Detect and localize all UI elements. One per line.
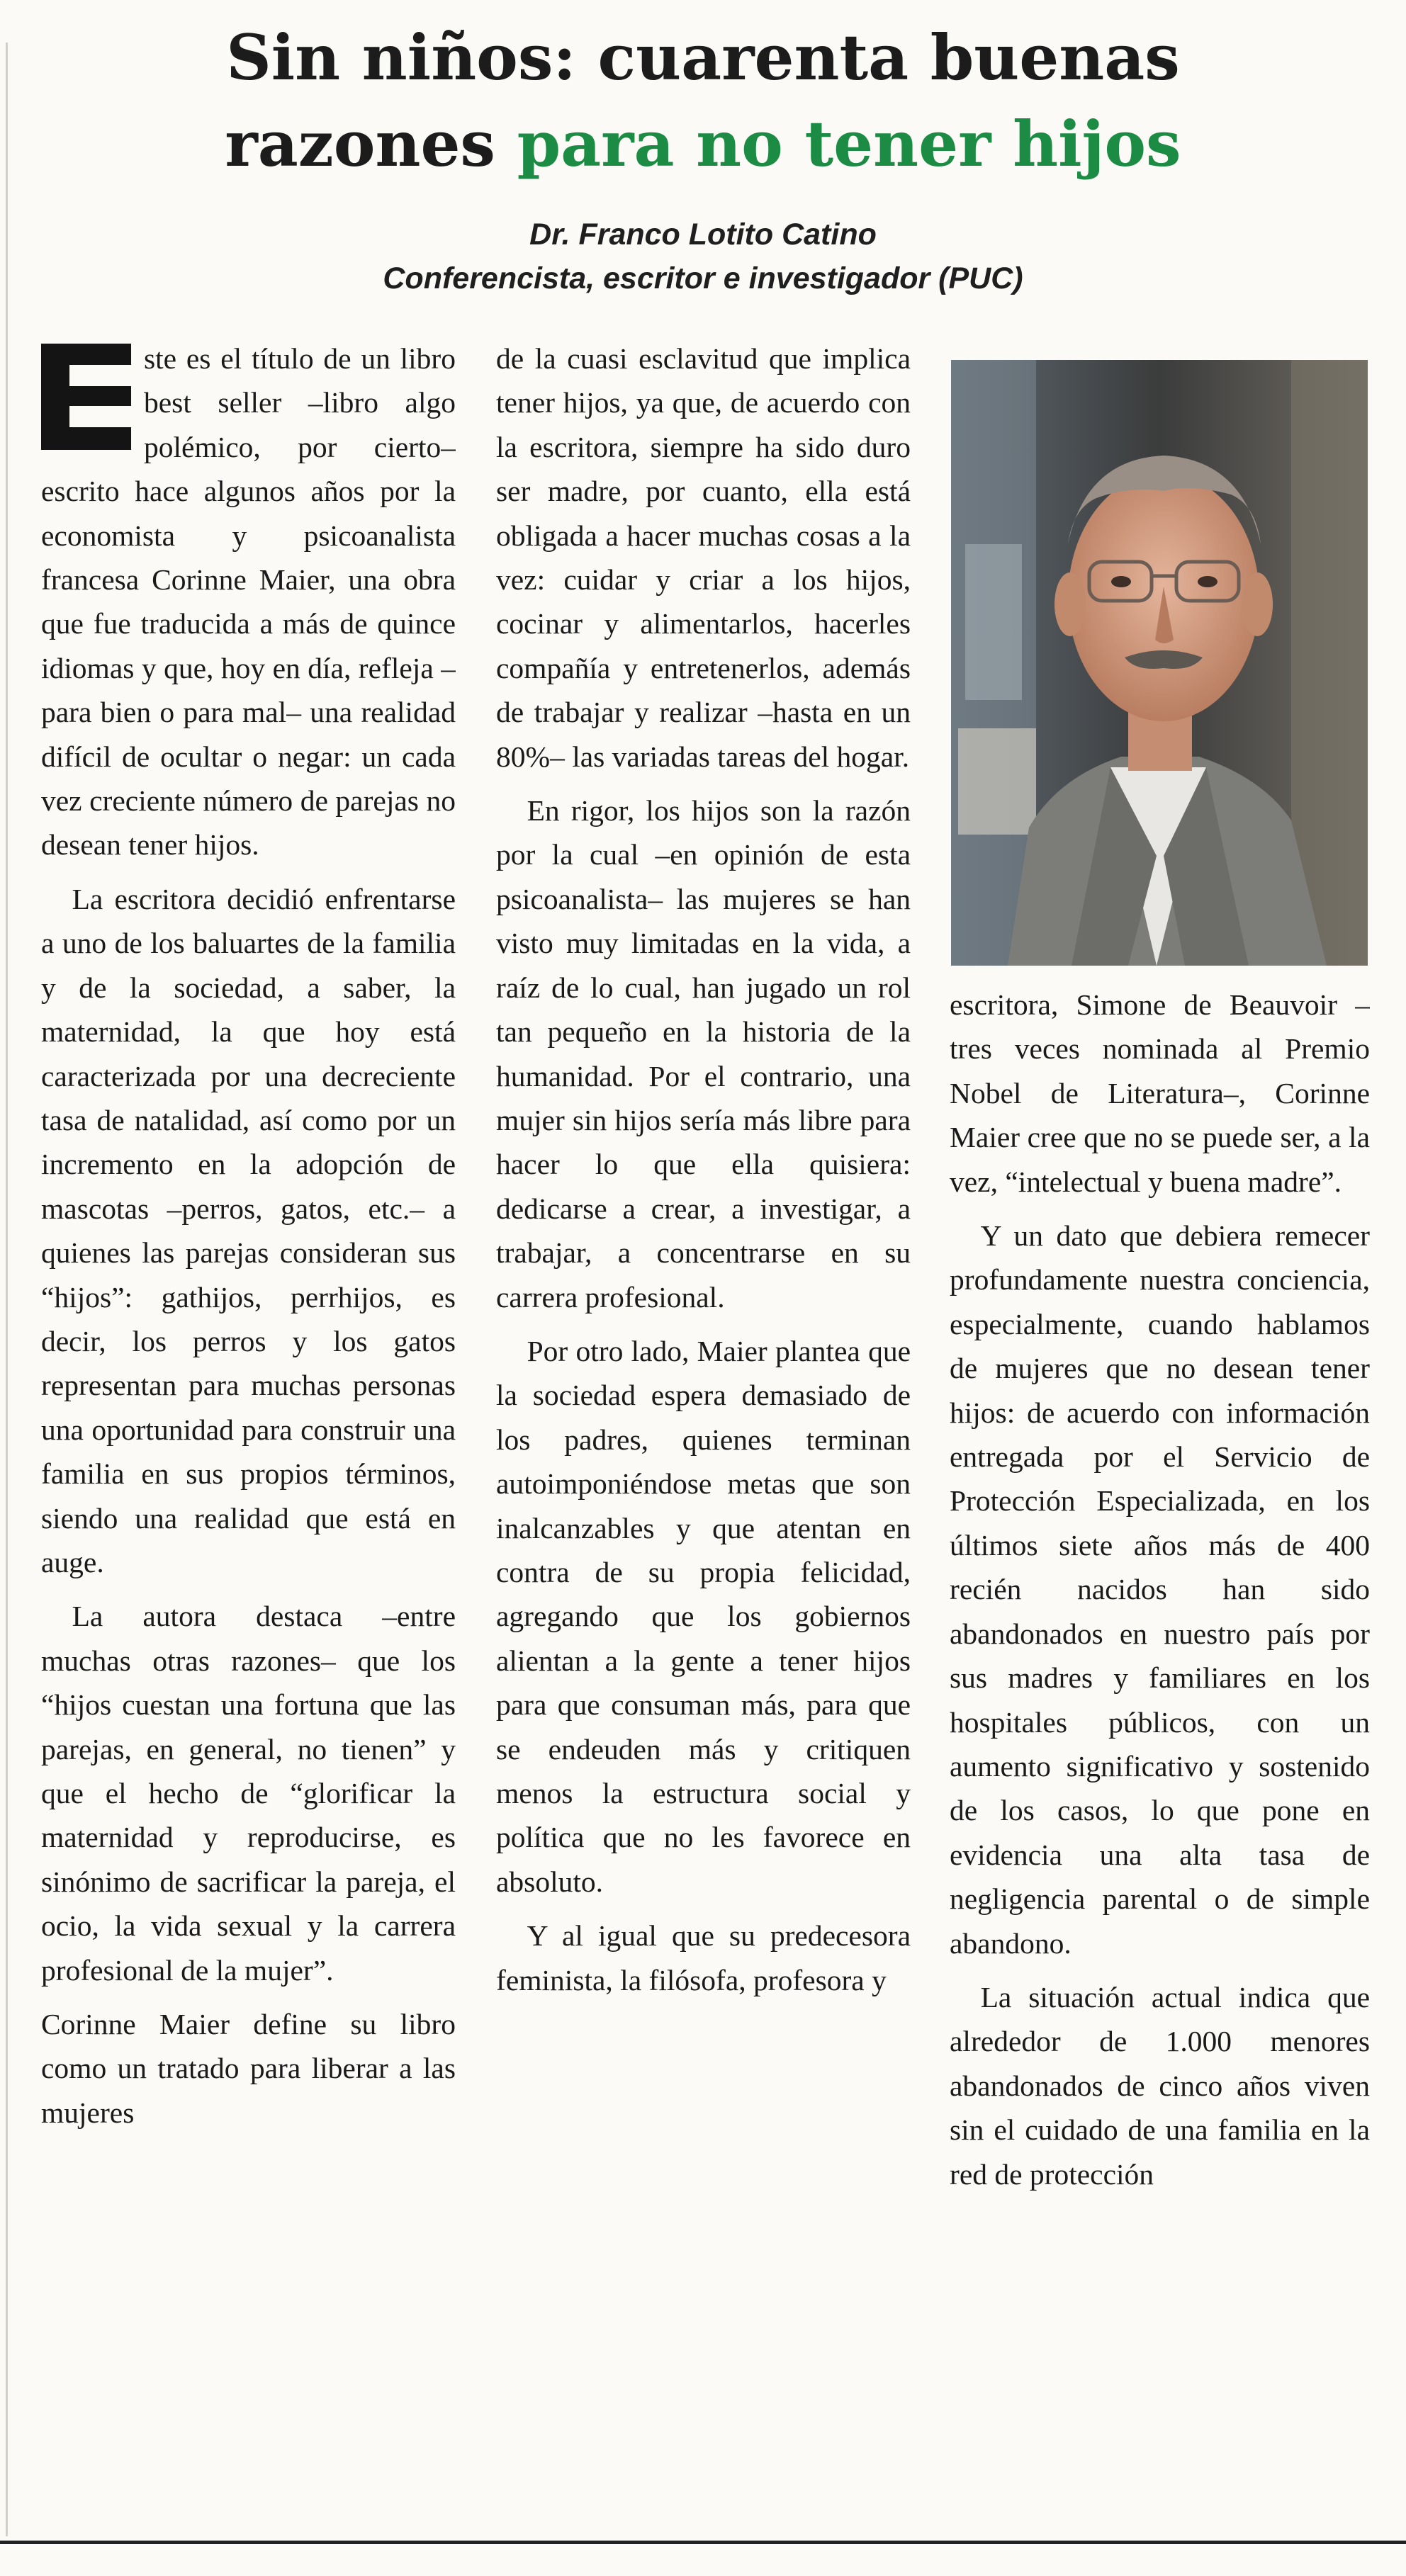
paragraph-6: En rigor, los hijos son la razón por la cual –en opinión de esta psicoanalista– las mujeres se han visto muy limitadas en la vida, a raíz de lo cual, han jugado un rol tan pequeño en la historia de la humanidad. Por el contrario, una mujer sin hijos sería más libre para hacer lo que ella quisiera: dedicarse a crear, a investigar, a trabajar, a concentrarse en su carrera profesional. (496, 794, 911, 1314)
paragraph-8: Y al igual que su predecesora feminista, la filósofa, profesora y (496, 1919, 911, 1996)
headline-line-2 (43, 101, 1363, 187)
text-column-2 (496, 337, 911, 2533)
headline-green-part: para no tener hijos (517, 107, 1181, 181)
paragraph-7: Por otro lado, Maier plantea que la sociedad espera demasiado de los padres, quienes terminan autoimponiéndose metas que son inalcanzables y que atentan en contra de su propia felicidad, agregando que los gobiernos alientan a la gente a tener hijos para que consuman más, para que se endeuden más y critiquen menos la estructura social y política que no les favorece en absoluto. (496, 1334, 911, 1898)
headline-black-part: razones (225, 107, 517, 181)
paragraph-5: de la cuasi esclavitud que implica tener hijos, ya que, de acuerdo con la escritora, siempre ha sido duro ser madre, por cuanto, ella está obligada a hacer muchas cosas a la vez: cuidar y criar a los hijos, cocinar y alimentarlos, hacerles compañía y entretenerlos, además de trabajar y realizar –hasta en un 80%– las variadas tareas del hogar. (496, 342, 911, 773)
paragraph-1 (41, 337, 456, 867)
drop-cap-e (41, 344, 131, 450)
text-column-1 (41, 337, 456, 2533)
paragraph-text: ste es el título de un libro best seller –libro algo polémico, por cierto– escrito hace algunos años por la economista y psicoanalista francesa Corinne Maier, una obra que fue traducida a más de quince idiomas y que, hoy en día, refleja –para bien o para mal– una realidad difícil de ocultar o negar: un cada vez creciente número de parejas no desean tener hijos. (41, 342, 456, 862)
article-headline (43, 14, 1363, 187)
paragraph-10: Y un dato que debiera remecer profundamente nuestra conciencia, especialmente, cuando hablamos de mujeres que no desean tener hijos: de acuerdo con información entregada por el Servicio de Protección Especializada, en los últimos siete años más de 400 recién nacidos han sido abandonados en nuestro país por sus madres y familiares en los hospitales públicos, con un aumento significativo y sostenido de los casos, lo que pone en evidencia una alta tasa de negligencia parental o de simple abandono. (950, 1219, 1370, 1960)
author-photo (951, 360, 1368, 966)
author-name: Dr. Franco Lotito Catino (529, 218, 877, 252)
bottom-rule (0, 2541, 1406, 2544)
paragraph-4: Corinne Maier define su libro como un tratado para liberar a las mujeres (41, 2008, 456, 2129)
left-margin-rule (6, 43, 8, 2536)
drop-cap-letter: E (84, 438, 88, 444)
paragraph-2: La escritora decidió enfrentarse a uno de los baluartes de la familia y de la sociedad, a saber, la maternidad, la que hoy está caracterizada por una decreciente tasa de natalidad, así como por un incremento en la adopción de mascotas –perros, gatos, etc.– a quienes las parejas consideran sus “hijos”: gathijos, perrhijos, es decir, los perros y los gatos representan para muchas personas una oportunidad para construir una familia en sus propios términos, siendo una realidad que está en auge. (41, 882, 456, 1578)
headline-line-1: Sin niños: cuarenta buenas (226, 21, 1180, 94)
paragraph-11: La situación actual indica que alrededor de 1.000 menores abandonados de cinco años viven sin el cuidado de una familia en la red de protección (950, 1980, 1370, 2191)
text-column-3 (950, 983, 1370, 2534)
paragraph-9: escritora, Simone de Beauvoir –tres veces nominada al Premio Nobel de Literatura–, Corinne Maier cree que no se puede ser, a la vez, “intelectual y buena madre”. (950, 988, 1370, 1198)
paragraph-3: La autora destaca –entre muchas otras razones– que los “hijos cuestan una fortuna que las parejas, en general, no tienen” y que el hecho de “glorificar la maternidad y reproducirse, es sinónimo de sacrificar la pareja, el ocio, la vida sexual y la carrera profesional de la mujer”. (41, 1600, 456, 1987)
author-role: Conferencista, escritor e investigador (PUC) (383, 261, 1023, 295)
byline (43, 213, 1363, 300)
